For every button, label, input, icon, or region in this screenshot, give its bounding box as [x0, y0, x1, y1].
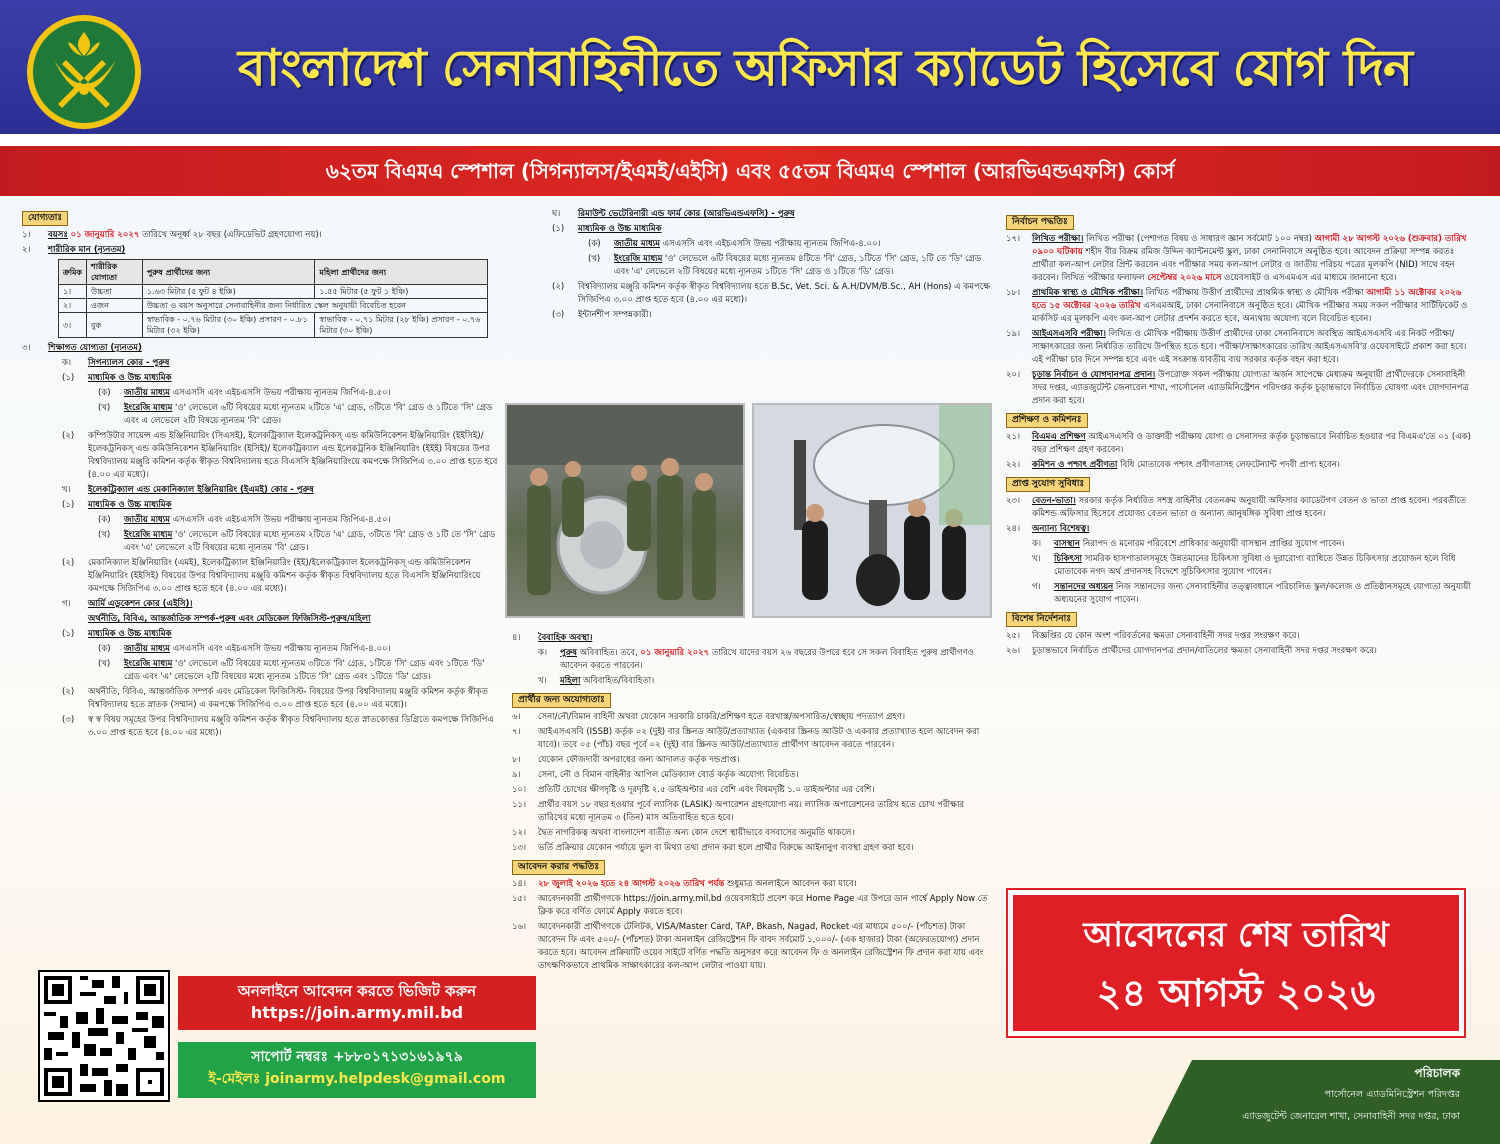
column-eligibility [22, 208, 502, 742]
list-item [1006, 328, 1478, 367]
table-row [59, 299, 488, 313]
sub-item [512, 281, 992, 307]
item-label: ইংরেজি মাধ্যম [124, 403, 173, 413]
item-text: আবেদনকারী প্রার্থীগণকে https://join.army.mil.bd ওয়েবসাইটে প্রবেশ করে Home Page এর উপরে ডান পার্শ্বে Apply Now তে ক্লিক করে বর্ণিত ফোর্মে Apply করতে হবে। [538, 894, 988, 917]
section-heading-disqualification: প্রার্থীর জন্য অযোগ্যতাঃ [512, 693, 611, 708]
sub-item [22, 613, 502, 626]
sub-item [22, 686, 502, 712]
item-text: তারিখে যাদের বয়স ২৬ বছরের উপরে হবে সে সকল বিবাহিত পুরুষ প্রার্থীগণও আবেদন করতে পারবেন। [560, 648, 974, 671]
item-text: ওয়েবসাইট ও এসএমএস এর মাধ্যমে জানানো হবে। [1224, 273, 1397, 283]
sub-item [512, 647, 992, 673]
item-number: ২২। [1006, 460, 1021, 470]
item-text: যেকোন ফৌজদারী অপরাধের জন্য আদালত কর্তৃক দন্ডপ্রাপ্ত। [538, 755, 740, 765]
army-emblem-logo [24, 12, 144, 132]
item-label: বৈবাহিক অবস্থা। [538, 633, 593, 643]
list-item [512, 842, 992, 855]
item-text: স্ব স্ব বিষয় সমূহের উপর বিশ্ববিদ্যালয় মঞ্জুরি কমিশন কর্তৃক স্বীকৃত বিশ্ববিদ্যালয় হতে স্নাতকোত্তর ডিগ্রিতে কমপক্ষে সিজিপিএ ৩.০০ প্রাপ্ত হতে হবে (৪.০০ এর মধ্যে)। [88, 715, 494, 738]
item-number: ৬। [512, 712, 521, 722]
list-item [512, 632, 992, 645]
table-cell: ২। [59, 299, 87, 313]
item-text: সেনা/নৌ/বিমান বাহিনী অথবা যেকোন সরকারি চাকরি/প্রশিক্ষণ হতে বরখাস্ত/অপসারিত/স্বেচ্ছায় পদত্যাগ গ্রহণ। [538, 712, 906, 722]
table-cell: উচ্চতা ও বয়স অনুসারে সেনাবাহিনীর জন্য নির্ধারিত স্কেল অনুযায়ী বিবেচিত হবেন [142, 299, 487, 313]
corps-subheading: অর্থনীতি, বিবিএ, আন্তর্জাতিক সম্পর্ক-পুরুষ এবং মেডিকেল ফিজিসিস্ট-পুরুষ/মহিলা [88, 614, 371, 624]
item-label: মাধ্যমিক ও উচ্চ মাধ্যমিক [88, 500, 172, 510]
item-number: (ক) [98, 644, 111, 654]
item-number: ২৫। [1006, 631, 1021, 641]
item-number: ১৬। [512, 922, 527, 932]
table-cell: ১.৫৫ মিটার (৫ ফুট ১ ইঞ্চি) [315, 285, 488, 299]
age-date: ০১ জানুয়ারি ২০২৭ [70, 230, 140, 240]
sub-item [22, 357, 502, 370]
viva-date: আগামী ১১ অক্টোবর ২০২৬ হতে ১৫ অক্টোবর ২০২৬ তারিখ [1032, 288, 1462, 311]
qr-code-icon[interactable] [38, 970, 170, 1102]
item-number: ক। [538, 648, 547, 658]
item-text: নিরাপদ ও মনোরম পরিবেশে প্রাধিকার অনুযায়ী বাসস্থান প্রাপ্তির সুযোগ পাবেন। [1082, 539, 1345, 549]
list-item [1006, 431, 1478, 457]
list-item [22, 229, 502, 242]
item-text: চূড়ান্তভাবে নির্বাচিত প্রার্থীদের যোগদানপত্র প্রদান/বাতিলের ক্ষমতা সেনাবাহিনী সদর দপ্তর সংরক্ষণ করে। [1032, 646, 1377, 656]
corps-heading: আর্মি এডুকেশন কোর (এইসি)। [88, 599, 193, 609]
item-text: তারিখে অনূর্ধ্ব ২৮ বছর (এফিডেভিট গ্রহণযোগ্য নয়)। [142, 230, 322, 240]
section-heading-special: বিশেষ নির্দেশনাঃ [1006, 612, 1077, 627]
table-cell: স্বাভাবিক - ০.৭৬ মিটার (৩০ ইঞ্চি) প্রসারণ - ০.৮১ মিটার (৩২ ইঞ্চি) [142, 313, 315, 338]
item-text: শুধুমাত্র অনলাইনে আবেদন করা যাবে। [727, 879, 857, 889]
table-cell: ওজন [87, 299, 143, 313]
item-number: ১৮। [1006, 288, 1021, 298]
sub-item [22, 658, 502, 684]
sub-item [22, 430, 502, 482]
item-number: ৩। [22, 343, 31, 353]
item-number: ১২। [512, 828, 527, 838]
result-month: সেপ্টেম্বর ২০২৬ মাসে [1147, 273, 1222, 283]
item-text: 'ও' লেভেলে ৬টি বিষয়ের মধ্যে ন্যূনতম ৩টিতে 'বি' গ্রেড, ১টিতে 'সি' গ্রেড এবং ১টিতে 'ডি' গ্রেড এবং 'এ' লেভেলে ২টি বিষয়ের মধ্যে ন্যূনতম ১টিতে 'সি' গ্রেড এবং ১টিতে 'ডি' গ্রেড। [124, 659, 485, 682]
support-label: সাপোর্ট নম্বরঃ [251, 1049, 328, 1065]
item-label: ইংরেজি মাধ্যম [124, 530, 173, 540]
item-number: (ক) [98, 388, 111, 398]
support-phone-number[interactable]: +৮৮০১৭১৩১৬১৯৭৯ [332, 1049, 463, 1065]
item-number: (ক) [588, 239, 601, 249]
item-number: (খ) [98, 530, 111, 540]
sub-item [22, 402, 502, 428]
item-text: 'ও' লেভেলে ৬টি বিষয়ের মধ্যে ন্যূনতম ২টিতে 'এ' গ্রেড, ৩টিতে 'বি' গ্রেড ও ১টিতে 'সি' গ্রেড এবং এ লেভেলে ২টি বিষয়ে ন্যূনতম 'বি' গ্রেড। [124, 403, 493, 426]
table-cell: উচ্চতা [87, 285, 143, 299]
item-text: কম্পিউটার সায়েন্স এন্ড ইঞ্জিনিয়ারিং (সিএসই), ইলেকট্রিক্যাল ইলেকট্রনিকস্ এন্ড কমিউনিকেশন ইঞ্জিনিয়ারিং (ইইসিই)/ইলেকট্রনিকস্ এন্ড কমিউনিকেশন ইঞ্জিনিয়ারিং (ইসিই)/ ইলেকট্রিক্যাল এন্ড ইলেকট্রনিক ইঞ্জিনিয়ারিং (ইইই) বিষয়ের উপর বিশ্ববিদ্যালয় মঞ্জুরি কমিশন কর্তৃক স্বীকৃত বিশ্ববিদ্যালয় হতে বিএসসি ইঞ্জিনিয়ারিংয়ে কমপক্ষে সিজিপিএ ৩.০০ প্রাপ্ত হতে হবে (৪.০০ এর মধ্যে)। [88, 431, 498, 480]
item-number: গ। [62, 599, 71, 609]
column-header: মহিলা প্রার্থীদের জন্য [315, 260, 488, 285]
column-selection [1006, 212, 1478, 660]
item-text: উপরোক্ত সকল পরীক্ষায় যোগ্যতা অর্জন সাপেক্ষে মেধাক্রম অনুযায়ী প্রার্থীদেরকে সেনাবাহিনী সদর দপ্তর, এ্যাডজুটেন্ট জেনারেল শাখা, পার্সোনেল এ্যাডমিনিস্ট্রেশন পরিদপ্তর কর্তৃক চূড়ান্তভাবে নির্বাচিত ঘোষণা এবং যোগদানপত্র প্রদান করা হবে। [1032, 370, 1469, 406]
deadline-box [1008, 890, 1464, 1036]
corps-heading: রিমাউন্ট ভেটেরিনারী এন্ড ফার্ম কোর (আরভিএন্ডএফসি) - পুরুষ [578, 209, 795, 219]
column-header: শারীরিক যোগ্যতা [87, 260, 143, 285]
item-number: ১। [22, 230, 31, 240]
item-number: ১০। [512, 785, 527, 795]
issuer-office: পার্সোনেল এ্যাডমিনিস্ট্রেশন পরিদপ্তর [1324, 1089, 1460, 1100]
item-label: পুরুষ [560, 648, 577, 658]
item-label: চূড়ান্ত নির্বাচন ও যোগদানপত্র প্রদান। [1032, 370, 1156, 380]
table-header-row [59, 260, 488, 285]
item-label: কমিশন ও পশ্চাৎ প্রবীণতা [1032, 460, 1118, 470]
item-number: গ। [1032, 582, 1041, 592]
issuer-branch: এ্যাডজুটেন্ট জেনারেল শাখা, সেনাবাহিনী সদর দপ্তর, ঢাকা [1242, 1111, 1460, 1122]
item-number: ২৪। [1006, 524, 1021, 534]
section-heading-application: আবেদন করার পদ্ধতিঃ [512, 860, 605, 875]
item-label: মাধ্যমিক ও উচ্চ মাধ্যমিক [88, 373, 172, 383]
section-heading-eligibility: যোগ্যতাঃ [22, 211, 68, 226]
item-number: (২) [62, 558, 75, 568]
visit-website-box [178, 976, 536, 1030]
soldiers-with-satellite-dish-photo [505, 403, 745, 618]
item-number: ৯। [512, 770, 521, 780]
sub-item [512, 675, 992, 688]
list-item [1006, 369, 1478, 408]
item-number: খ। [1032, 554, 1041, 564]
item-number: (১) [62, 500, 75, 510]
list-item [512, 769, 992, 782]
item-text: মেকানিক্যাল ইঞ্জিনিয়ারিং (এমই), ইলেকট্রিক্যাল ইঞ্জিনিয়ারিং (ইই)/ইলেকট্রিক্যাল ইলেকট্রনিকস্ এন্ড কমিউনিকেশন ইঞ্জিনিয়ারিং (ইইসিই) বিষয়ের উপর বিশ্ববিদ্যালয় মঞ্জুরি কমিশন কর্তৃক স্বীকৃত বিশ্ববিদ্যালয় হতে বিএসসি ইঞ্জিনিয়ারিংয়ে কমপক্ষে সিজিপিএ ৩.০০ প্রাপ্ত হতে হবে (৪.০০ এর মধ্যে)। [88, 558, 481, 594]
item-text: বিধি মোতাবেক পশ্চাৎ প্রবীণতাসহ লেফটেন্যান্ট পদবী প্রাপ্য হবেন। [1120, 460, 1340, 470]
item-label: শারীরিক মান (ন্যূনতম) [48, 245, 126, 255]
item-number: ২৬। [1006, 646, 1021, 656]
item-number: (খ) [588, 254, 601, 264]
list-item [512, 726, 992, 752]
sub-item [22, 557, 502, 596]
item-number: (১) [552, 224, 565, 234]
item-text: বিজ্ঞপ্তির যে কোন অংশ পরিবর্তনের ক্ষমতা সেনাবাহিনী সদর দপ্তর সংরক্ষণ করে। [1032, 631, 1300, 641]
item-number: ১৪। [512, 879, 527, 889]
item-text: 'ও' লেভেলে ৬টি বিষয়ের মধ্যে ন্যূনতম ৪টিতে 'বি' গ্রেড, ১টিতে 'সি' গ্রেড, ১টি তে 'ডি' গ্রেড এবং 'এ' লেভেলে ২টি বিষয়ের মধ্যে ন্যূনতম ১টিতে 'সি' গ্রেড ও ১টিতে 'ডি' গ্রেড। [614, 254, 982, 277]
sub-item [512, 223, 992, 236]
sub-item [1006, 553, 1478, 579]
item-label: প্রাথমিক স্বাস্থ্য ও মৌখিক পরীক্ষা। [1032, 288, 1144, 298]
item-text: লিখিত পরীক্ষা (পেশাগত বিষয় ও সাধারণ জ্ঞান সর্বমোট ১০০ নম্বর) [1086, 234, 1312, 244]
exam-date: আগামী ২৮ আগস্ট ২০২৬ (শুক্রবার) তারিখ ০৯০০ ঘটিকায় [1032, 234, 1467, 257]
item-number: (৩) [552, 310, 565, 320]
item-label: মাধ্যমিক ও উচ্চ মাধ্যমিক [578, 224, 662, 234]
marital-date: ০১ জানুয়ারি ২০২৭ [640, 648, 710, 658]
sub-item [512, 253, 992, 279]
column-header: পুরুষ প্রার্থীদের জন্য [142, 260, 315, 285]
sub-item [22, 598, 502, 611]
header-banner [0, 0, 1500, 140]
website-link[interactable]: https://join.army.mil.bd [250, 1003, 464, 1022]
item-number: ২০। [1006, 370, 1021, 380]
item-label: বেতন-ভাতা। [1032, 496, 1076, 506]
item-label: মহিলা [560, 676, 581, 686]
sub-item [512, 208, 992, 221]
item-number: (৩) [62, 715, 75, 725]
item-number: ক। [1032, 539, 1041, 549]
corps-heading: ইলেকট্রিক্যাল এন্ড মেকানিক্যাল ইঞ্জিনিয়ারিং (ইএমই) কোর - পুরুষ [88, 485, 314, 495]
column-rvfc-and-application [512, 208, 992, 324]
table-cell: ৩। [59, 313, 87, 338]
item-number: (২) [62, 431, 75, 441]
item-text: অর্থনীতি, বিবিএ, আন্তর্জাতিক সম্পর্ক এবং মেডিকেল ফিজিসিস্ট- বিষয়ের উপর বিশ্ববিদ্যালয় মঞ্জুরি কমিশন কর্তৃক স্বীকৃত বিশ্ববিদ্যালয় হতে স্নাতক (সম্মান) এ কমপক্ষে সিজিপিএ ৩.০০ প্রাপ্ত হতে হবে (৪.০০ এর মধ্যে)। [88, 687, 488, 710]
item-label: বাসস্থান [1054, 539, 1080, 549]
section-heading-training: প্রশিক্ষণ ও কমিশনঃ [1006, 413, 1088, 428]
list-item [1006, 459, 1478, 472]
item-label: ইংরেজি মাধ্যম [124, 659, 173, 669]
list-item [512, 893, 992, 919]
item-label: জাতীয় মাধ্যম [124, 388, 170, 398]
item-text: শহীদ বীর বিক্রম রমিজ উদ্দিন ক্যান্টনমেন্ট স্কুল, ঢাকা সেনানিবাসে অনুষ্ঠিত হবে। আবেদন প্রক্রিয়া সম্পন্ন করতঃ প্রার্থীরা কল-আপ লেটার প্রিন্ট করবেন এবং পরীক্ষার সময় কল-আপ লেটার ও জাতীয় পরিচয় পত্রের মূলকপি (NID) সাথে বহন করবেন। লিখিত পরীক্ষার ফলাফল [1032, 247, 1455, 283]
item-label: জাতীয় মাধ্যম [614, 239, 660, 249]
item-number: (১) [62, 373, 75, 383]
item-text: আইএসএসবি ও ডাক্তারী পরীক্ষায় যোগ্য ও সেনাসদর কর্তৃক চূড়ান্তভাবে নির্বাচিত হওয়ার পর বিএমএ'তে ০১ (এক) বছর প্রশিক্ষণ গ্রহণ করবেন। [1032, 432, 1471, 455]
item-number: (১) [62, 629, 75, 639]
item-label: ইংরেজি মাধ্যম [614, 254, 663, 264]
item-text: লিখিত ও মৌখিক পরীক্ষায় উত্তীর্ণ প্রার্থীদের ঢাকা সেনানিবাসে অবস্থিত আইএসএসবি এর নিকট পরীক্ষা/সাক্ষাৎকারের জন্য নির্ধারিত তারিখে উপস্থিত হতে হবে। পরীক্ষা/সাক্ষাৎকারের তারিখ আইএসএসবি'র ওয়েবসাইটে প্রকাশ করা হবে। এই পরীক্ষা চার দিনে সম্পন্ন হবে এবং এই সংক্রান্ত যাবতীয় ব্যয় সরকার কর্তৃক বহন করা হবে। [1032, 329, 1467, 365]
item-text: নিজ সন্তানদের জন্য সেনাবাহিনীর তত্ত্বাবধানে পরিচালিত স্কুল/কলেজ ও প্রতিষ্ঠানসমূহে যোগ্যতা অনুযায়ী অধ্যয়নের সুযোগ পাবেন। [1054, 582, 1471, 605]
item-text: ইন্টার্নশীপ সম্পন্নকারী। [578, 310, 652, 320]
item-text: দ্বৈত নাগরিকত্ব অথবা বাংলাদেশ ব্যতীত অন্য কোন দেশে স্থায়ীভাবে বসবাসের অনুমতি থাকলে। [538, 828, 855, 838]
issuer-role: পরিচালক [1414, 1066, 1460, 1080]
item-number: ১১। [512, 800, 527, 810]
list-item [512, 784, 992, 797]
list-item [1006, 645, 1478, 658]
item-number: (খ) [98, 403, 111, 413]
deadline-title: আবেদনের শেষ তারিখ [1083, 915, 1389, 955]
item-number: ১৭। [1006, 234, 1021, 244]
item-number: ১৫। [512, 894, 527, 904]
item-label: আইএসএসবি পরীক্ষা। [1032, 329, 1106, 339]
item-label: সন্তানদের অধ্যয়ন [1054, 582, 1114, 592]
list-item [512, 711, 992, 724]
item-number: ২। [22, 245, 31, 255]
support-contact-box [178, 1042, 536, 1098]
item-number: (ক) [98, 515, 111, 525]
physical-standards-table [58, 259, 488, 338]
sub-item [512, 238, 992, 251]
list-item [1006, 523, 1478, 536]
sub-item [512, 309, 992, 322]
item-label: অন্যান্য বিশেষত্ব। [1032, 524, 1090, 534]
sub-item [22, 628, 502, 641]
item-text: অবিবাহিত। তবে, [579, 648, 638, 658]
table-cell: ১। [59, 285, 87, 299]
item-label: জাতীয় মাধ্যম [124, 515, 170, 525]
item-text: সরকার কর্তৃক নির্ধারিত সশস্ত্র বাহিনীর বেতনক্রম অনুযায়ী অফিসার ক্যাডেটগণ বেতন ও ভাতা প্রাপ্ত হবেন। পরবর্তীতে কমিশন্ড অফিসার হিসেবে প্রযোজ্য বেতন ভাতা ও অন্যান্য আনুষঙ্গিক সুবিধা প্রাপ্ত হবেন। [1032, 496, 1467, 519]
item-number: (২) [552, 282, 565, 292]
table-row [59, 285, 488, 299]
item-number: ২৩। [1006, 496, 1021, 506]
item-label: বিএমএ প্রশিক্ষণ [1032, 432, 1086, 442]
visit-label: অনলাইনে আবেদন করতে ভিজিট করুন [237, 982, 477, 1000]
list-item [22, 342, 502, 355]
column-header: ক্রমিক [59, 260, 87, 285]
item-text: বিশ্ববিদ্যালয় মঞ্জুরি কমিশন কর্তৃক স্বীকৃত বিশ্ববিদ্যালয় হতে B.Sc, Vet. Sci. & A.H/DVM/B.Sc., AH (Hons) এ কমপক্ষে সিজিপিএ ৩.০০ প্রাপ্ত হতে হবে (৪.০০ এর মধ্যে)। [578, 282, 991, 305]
list-item [1006, 630, 1478, 643]
item-text: সামরিক হাসপাতালসমূহে উন্নতমানের চিকিৎসা সুবিধা ও দুরারোগ্য ব্যাধিতে উন্নত চিকিৎসার প্রয়োজন হলে বিধি মোতাবেক নগদ অর্থ প্রদানসহ বিদেশে সুচিকিৎসার সুযোগ পাবেন। [1054, 554, 1456, 577]
page-title: বাংলাদেশ সেনাবাহিনীতে অফিসার ক্যাডেট হিসেবে যোগ দিন [238, 38, 1412, 97]
column-marital-disqualification [512, 632, 992, 975]
item-label: বয়সঃ [48, 230, 68, 240]
table-cell: ১.৬৩ মিটার (৫ ফুট ৪ ইঞ্চি) [142, 285, 315, 299]
item-text: সেনা, নৌ ও বিমান বাহিনীর আপিল মেডিক্যাল বোর্ড কর্তৃক অযোগ্য বিবেচিত। [538, 770, 799, 780]
item-number: ২১। [1006, 432, 1021, 442]
table-row [59, 313, 488, 338]
item-label: চিকিৎসা [1054, 554, 1083, 564]
disqualification-list [512, 711, 992, 855]
item-number: ১৯। [1006, 329, 1021, 339]
section-heading-selection: নির্বাচন পদ্ধতিঃ [1006, 215, 1074, 230]
sub-item [22, 514, 502, 527]
list-item [512, 827, 992, 840]
list-item [22, 244, 502, 257]
sub-item [22, 529, 502, 555]
item-text: লিখিত পরীক্ষায় উত্তীর্ণ প্রার্থীদের প্রাথমিক স্বাস্থ্য ও মৌখিক পরীক্ষা [1145, 288, 1364, 298]
item-text: প্রার্থীর বয়স ১৮ বছর হওয়ার পূর্বে ল্যাসিক (LASIK) অপারেশন গ্রহণযোগ্য নয়। ল্যাসিক অপারেশনের তারিখ হতে চোখ পরীক্ষার তারিখের মধ্যে ন্যূনতম ৩ (তিন) মাস অতিবাহিত হতে হবে। [538, 800, 965, 823]
sub-item [22, 484, 502, 497]
list-item [512, 921, 992, 973]
sub-item [22, 387, 502, 400]
item-label: শিক্ষাগত যোগ্যতা (ন্যূনতম) [48, 343, 142, 353]
item-number: (২) [62, 687, 75, 697]
item-number: খ। [538, 676, 547, 686]
item-text: এসএমআই, ঢাকা সেনানিবাসে অনুষ্ঠিত হবে। মৌখিক পরীক্ষার সময় সকল পরীক্ষার সার্টিফিকেট ও মার্কসিট এর মূলকপি এবং কল-আপ লেটার প্রদর্শন করতে হবে, অন্যথায় অযোগ্য বলে বিবেচিত হবেন। [1032, 301, 1468, 324]
item-number: ক। [62, 358, 71, 368]
item-text: এসএসসি এবং এইচএসসি উভয় পরীক্ষায় ন্যূনতম জিপিএ-৪.৫০। [172, 515, 391, 525]
item-number: ৭। [512, 727, 521, 737]
support-line [178, 1046, 536, 1068]
email-label: ই-মেইলঃ [208, 1071, 261, 1087]
item-text: 'ও' লেভেলে ৬টি বিষয়ের মধ্যে ন্যূনতম ২টিতে 'এ' গ্রেড, ৩টিতে 'বি' গ্রেড ও ১টি তে 'সি' গ্রেড এবং 'এ' লেভেলে ২টি বিষয়ের মধ্যে ন্যূনতম 'বি' গ্রেড। [124, 530, 496, 553]
table-cell: স্বাভাবিক - ০.৭১ মিটার (২৮ ইঞ্চি) প্রসারণ - ০.৭৬ মিটার (৩০ ইঞ্চি) [315, 313, 488, 338]
application-period: ২৮ জুলাই ২০২৬ হতে ২৪ আগস্ট ২০২৬ তারিখ পর্যন্ত [538, 879, 725, 889]
issuer-block [1010, 1062, 1480, 1128]
online-apply-panel [38, 970, 506, 1112]
item-number: ১৩। [512, 843, 527, 853]
item-number: খ। [62, 485, 71, 495]
deadline-date: ২৪ আগস্ট ২০২৬ [1096, 971, 1376, 1015]
aircraft-maintenance-photo [752, 403, 992, 618]
course-subtitle: ৬২তম বিএমএ স্পেশাল (সিগন্যালস/ইএমই/এইসি) এবং ৫৫তম বিএমএ স্পেশাল (আরভিএন্ডএফসি) কোর্স [0, 146, 1500, 196]
item-text: এসএসসি এবং এইচএসসি উভয় পরীক্ষায় ন্যূনতম জিপিএ-৪.৫০। [172, 388, 391, 398]
item-label: লিখিত পরীক্ষা। [1032, 234, 1084, 244]
item-number: ৪। [512, 633, 521, 643]
sub-item [1006, 538, 1478, 551]
helpdesk-email-link[interactable]: joinarmy.helpdesk@gmail.com [265, 1071, 506, 1087]
list-item [512, 799, 992, 825]
list-item [1006, 233, 1478, 285]
sub-item [22, 714, 502, 740]
list-item [1006, 495, 1478, 521]
item-text: এসএসসি এবং এইচএসসি উভয় পরীক্ষায় ন্যূনতম জিপিএ-৪.০০। [172, 644, 391, 654]
item-label: মাধ্যমিক ও উচ্চ মাধ্যমিক [88, 629, 172, 639]
email-line [178, 1068, 536, 1090]
list-item [1006, 287, 1478, 326]
item-number: ঘ। [552, 209, 561, 219]
item-number: ৮। [512, 755, 521, 765]
sub-item [1006, 581, 1478, 607]
table-cell: বুক [87, 313, 143, 338]
list-item [512, 878, 992, 891]
sub-item [22, 499, 502, 512]
section-heading-benefits: প্রাপ্ত সুযোগ সুবিধাঃ [1006, 477, 1090, 492]
item-label: জাতীয় মাধ্যম [124, 644, 170, 654]
item-text: ভর্তি প্রক্রিয়ার যেকোন পর্যায়ে ভুল বা মিথ্যা তথ্য প্রদান করা হলে প্রার্থীর বিরুদ্ধে আইনানুগ ব্যবস্থা গ্রহণ করা হবে। [538, 843, 914, 853]
item-text: প্রতিটি চোখের ক্ষীণদৃষ্টি ও দূরদৃষ্টি ২.৫ ডাইঅপ্টার এর বেশি এবং বিষমদৃষ্টি ১.০ ডাইঅপ্টার এর বেশি। [538, 785, 875, 795]
item-text: আবেদনকারী প্রার্থীগণকে টেলিটক, VISA/Master Card, TAP, Bkash, Nagad, Rocket এর মাধ্যমে ৫০০/- (পাঁচশত) টাকা আবেদন ফি এবং ৫০০/- (পাঁচশত) টাকা অনলাইন রেজিস্ট্রেশন ফি বাবদ সর্বমোট ১,০০০/- (এক হাজার) টাকা (অফেরতযোগ্য) প্রদান করতে হবে। আবেদন প্রক্রিয়াটি ওয়েব সাইটে বর্ণিত পদ্ধতি অনুসরণ করে আবেদন ফি ও অনলাইন রেজিস্ট্রেশন ফি প্রদান করা যায় এবং তাৎক্ষণিকভাবে প্রাথমিক সাক্ষাৎকারের কল-আপ লেটার পাওয়া যায়। [538, 922, 984, 971]
list-item [512, 754, 992, 767]
item-text: এসএসসি এবং এইচএসসি উভয় পরীক্ষায় ন্যূনতম জিপিএ-৪.০০। [662, 239, 881, 249]
item-text: অবিবাহিত/বিবাহিতা। [583, 676, 655, 686]
sub-item [22, 643, 502, 656]
sub-item [22, 372, 502, 385]
corps-heading: সিগন্যালস কোর - পুরুষ [88, 358, 170, 368]
item-number: (খ) [98, 659, 111, 669]
item-text: আইএসএসবি (ISSB) কর্তৃক ০২ (দুই) বার স্ক্রিনড আউট/প্রত্যাখ্যাত (একবার স্ক্রিনড আউট ও একবার প্রত্যাখ্যাত হলে আবেদন করা যাবে)। তবে ০৫ (পাঁচ) বছর পূর্বে ০২ (দুই) বার স্ক্রিনড আউট/প্রত্যাখ্যাত প্রার্থীগণ আবেদন করতে পারবেন। [538, 727, 980, 750]
